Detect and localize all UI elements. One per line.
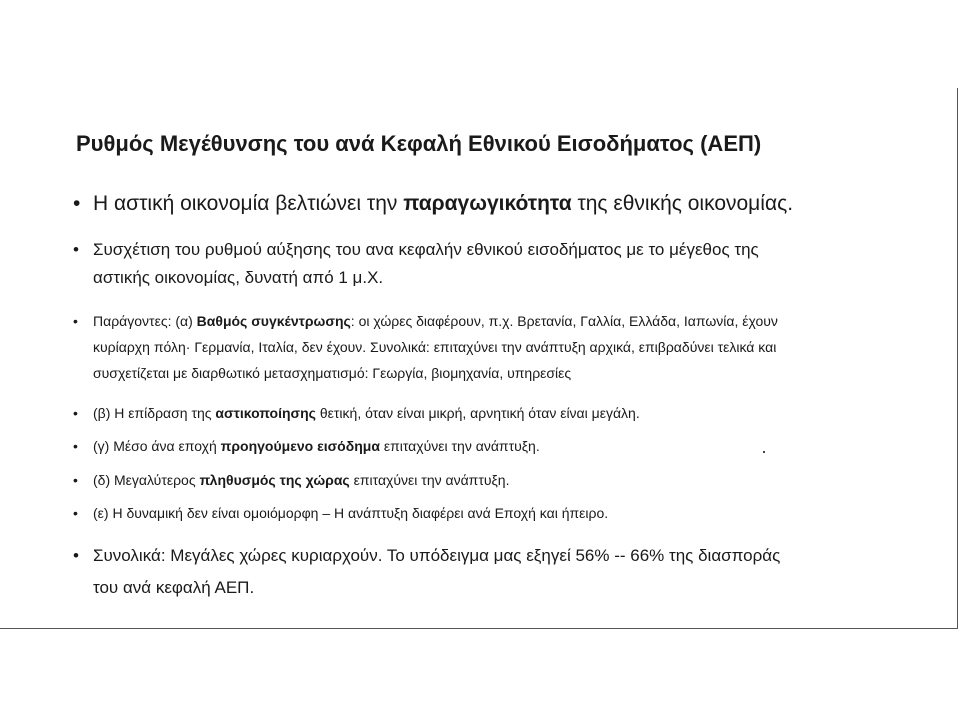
- bullet-bold-text: Βαθμός συγκέντρωσης: [196, 313, 351, 329]
- bullet-bold-text: παραγωγικότητα: [403, 192, 572, 215]
- bullet-text: Συσχέτιση του ρυθμού αύξησης του ανα κεφαλήν εθνικού εισοδήματος με το μέγεθος της: [93, 240, 759, 259]
- bullet-text: της εθνικής οικονομίας.: [571, 192, 794, 215]
- bullet-text: (β) Η επίδραση της: [93, 405, 216, 421]
- bullet-text: (δ) Μεγαλύτερος: [93, 472, 200, 488]
- bullet-glyph: •: [73, 313, 78, 329]
- bullet-glyph: •: [73, 505, 78, 521]
- slide-title: Ρυθμός Μεγέθυνσης του ανά Κεφαλή Εθνικού Εισοδήματος (ΑΕΠ): [76, 131, 762, 156]
- bullet-bold-text: αστικοποίησης: [215, 405, 316, 421]
- bullet-glyph: •: [73, 405, 78, 421]
- bullet-text: επιταχύνει την ανάπτυξη.: [379, 438, 540, 454]
- bullet-text: Η αστική οικονομία βελτιώνει την: [93, 192, 404, 215]
- bullet-text: Συνολικά: Μεγάλες χώρες κυριαρχούν. Το υπόδειγμα μας εξηγεί 56% -- 66% της διασποράς: [93, 546, 781, 565]
- bullet-text: επιταχύνει την ανάπτυξη.: [349, 472, 510, 488]
- bullet-text: : οι χώρες διαφέρουν, π.χ. Βρετανία, Γαλλία, Ελλάδα, Ιαπωνία, έχουν: [350, 313, 778, 329]
- bullet-glyph: •: [73, 192, 81, 215]
- bullet-text: αστικής οικονομίας, δυνατή από 1 μ.Χ.: [93, 268, 384, 287]
- bullet-text: (γ) Μέσο άνα εποχή: [93, 438, 221, 454]
- bullet-glyph: •: [73, 240, 79, 259]
- bullet-glyph: •: [73, 472, 78, 488]
- bullet-text: κυρίαρχη πόλη· Γερμανία, Ιταλία, δεν έχουν. Συνολικά: επιταχύνει την ανάπτυξη αρχικά, επιβραδύνει τελικά και: [93, 339, 777, 355]
- bullet-text: συσχετίζεται με διαρθωτικό μετασχηματισμό: Γεωργία, βιομηχανία, υπηρεσίες: [93, 365, 572, 381]
- bullet-text: θετική, όταν είναι μικρή, αρνητική όταν είναι μεγάλη.: [315, 405, 640, 421]
- stray-dot: [763, 451, 765, 453]
- bullet-text: (ε) Η δυναμική δεν είναι ομοιόμορφη – Η ανάπτυξη διαφέρει ανά Εποχή και ήπειρο.: [93, 505, 609, 521]
- bullet-bold-text: προηγούμενο εισόδημα: [220, 438, 380, 454]
- bullet-text: του ανά κεφαλή ΑΕΠ.: [93, 578, 255, 597]
- bullet-glyph: •: [73, 438, 78, 454]
- bullet-glyph: •: [73, 546, 79, 565]
- bullet-text: Παράγοντες: (α): [93, 313, 197, 329]
- bullet-bold-text: πληθυσμός της χώρας: [199, 472, 350, 488]
